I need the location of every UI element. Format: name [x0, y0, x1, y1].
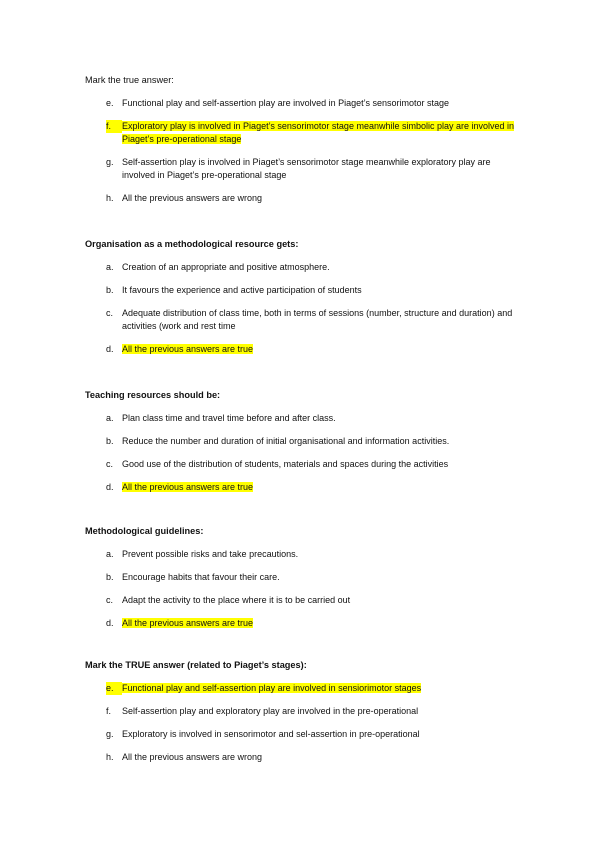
- question-title: Mark the true answer:: [85, 75, 174, 85]
- answer-option: [85, 192, 525, 205]
- option-letter: a.: [106, 549, 114, 559]
- option-text: All the previous answers are true: [122, 344, 254, 354]
- answer-option: [85, 156, 525, 182]
- option-text: All the previous answers are true: [122, 618, 254, 628]
- answer-option: [85, 594, 525, 607]
- option-text: Self-assertion play and exploratory play are involved in the pre-operational: [122, 706, 419, 716]
- answer-option: [85, 435, 525, 448]
- answer-option: [85, 705, 525, 718]
- option-letter: e.: [106, 98, 114, 108]
- answer-option: [85, 97, 525, 110]
- option-letter: b.: [106, 436, 114, 446]
- option-text: Exploratory is involved in sensorimotor and sel-assertion in pre-operational: [122, 729, 420, 739]
- option-letter: f.: [106, 706, 112, 716]
- question-3: [85, 389, 525, 504]
- option-letter: d.: [106, 618, 114, 628]
- option-text: Encourage habits that favour their care.: [122, 572, 280, 582]
- option-letter: c.: [106, 308, 114, 318]
- answer-option: [85, 571, 525, 584]
- option-text: Exploratory play is involved in Piaget’s sensorimotor stage meanwhile simbolic play are involved in Piaget’s pre-operational stage: [122, 121, 515, 144]
- option-letter: g.: [106, 157, 114, 167]
- option-letter: a.: [106, 262, 114, 272]
- answer-option: [85, 548, 525, 561]
- option-letter: b.: [106, 285, 114, 295]
- answer-option: [85, 481, 525, 494]
- question-title: Teaching resources should be:: [85, 390, 221, 400]
- option-letter: a.: [106, 413, 114, 423]
- option-letter: h.: [106, 193, 114, 203]
- option-text: Good use of the distribution of students, materials and spaces during the activities: [122, 459, 449, 469]
- option-letter: c.: [106, 595, 114, 605]
- question-title: Methodological guidelines:: [85, 526, 204, 536]
- option-text: Reduce the number and duration of initial organisational and information activities.: [122, 436, 450, 446]
- option-letter: b.: [106, 572, 114, 582]
- answer-option: [85, 617, 525, 630]
- question-4: [85, 525, 525, 640]
- answer-option: [85, 682, 525, 695]
- option-letter: d.: [106, 344, 114, 354]
- option-text: Adapt the activity to the place where it is to be carried out: [122, 595, 351, 605]
- question-1: [85, 74, 525, 215]
- answer-option: [85, 412, 525, 425]
- option-text: Prevent possible risks and take precautions.: [122, 549, 299, 559]
- question-title: Organisation as a methodological resource gets:: [85, 239, 299, 249]
- answer-option: [85, 343, 525, 356]
- answer-option: [85, 120, 525, 146]
- option-letter: f.: [106, 120, 122, 133]
- option-text: Creation of an appropriate and positive atmosphere.: [122, 262, 330, 272]
- option-letter: e.: [106, 682, 122, 695]
- question-5: [85, 659, 525, 774]
- option-text: All the previous answers are wrong: [122, 193, 263, 203]
- option-letter: d.: [106, 482, 114, 492]
- option-text: Functional play and self-assertion play are involved in sensiorimotor stages: [122, 683, 422, 693]
- answer-option: [85, 728, 525, 741]
- option-letter: c.: [106, 459, 114, 469]
- option-text: All the previous answers are wrong: [122, 752, 263, 762]
- answer-option: [85, 261, 525, 274]
- option-text: Adequate distribution of class time, both in terms of sessions (number, structure and duration) and activities (work and rest time: [122, 308, 513, 331]
- option-text: Plan class time and travel time before and after class.: [122, 413, 336, 423]
- answer-option: [85, 307, 525, 333]
- answer-option: [85, 751, 525, 764]
- question-title: Mark the TRUE answer (related to Piaget’s stages):: [85, 660, 307, 670]
- option-text: It favours the experience and active participation of students: [122, 285, 362, 295]
- option-text: All the previous answers are true: [122, 482, 254, 492]
- answer-option: [85, 284, 525, 297]
- option-letter: h.: [106, 752, 114, 762]
- option-text: Functional play and self-assertion play are involved in Piaget’s sensorimotor stage: [122, 98, 450, 108]
- option-letter: g.: [106, 729, 114, 739]
- answer-option: [85, 458, 525, 471]
- option-text: Self-assertion play is involved in Piaget’s sensorimotor stage meanwhile exploratory play are involved in Piaget’s pre-operational stage: [122, 157, 491, 180]
- question-2: [85, 238, 525, 366]
